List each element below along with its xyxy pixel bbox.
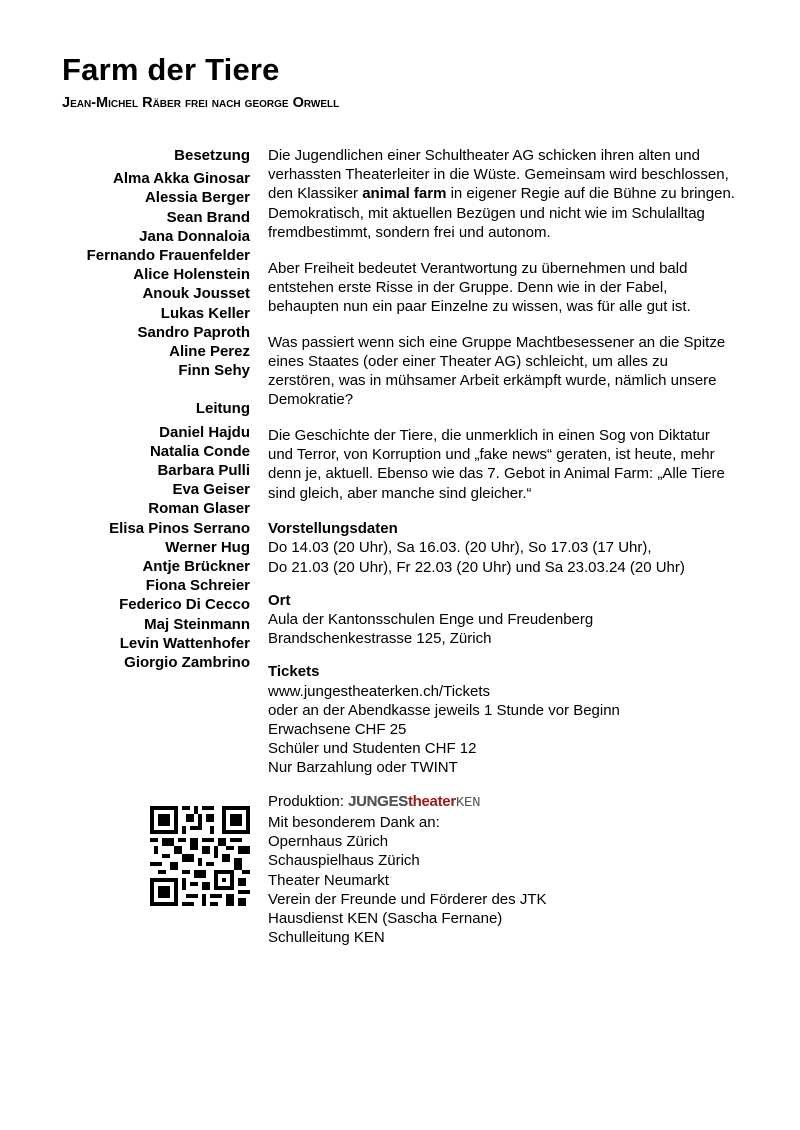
production-block: [268, 792, 738, 948]
production-label: Produktion:: [268, 792, 344, 810]
description-paragraph: Was passiert wenn sich eine Gruppe Machtbesessener an die Spitze eines Staates (oder einer Theater AG) schleicht, um alles zu zerstören, was in mühsamer Arbeit erkämpft wurde, nämlich unsere Demokratie?: [268, 333, 726, 409]
thanks-line: Opernhaus Zürich: [268, 833, 389, 851]
tickets-lines: [268, 682, 738, 778]
crew-member: Werner Hug: [165, 538, 250, 556]
date-line: Do 21.03 (20 Uhr), Fr 22.03 (20 Uhr) und Sa 23.03.24 (20 Uhr): [268, 558, 685, 576]
main-column: [268, 146, 738, 961]
venue-line: Aula der Kantonsschulen Enge und Freudenberg: [268, 611, 594, 629]
cast-member: Sean Brand: [166, 208, 250, 226]
crew-member: Levin Wattenhofer: [119, 634, 250, 652]
thanks-line: Schauspielhaus Zürich: [268, 852, 420, 870]
crew-member: Natalia Conde: [149, 442, 250, 460]
crew-member: Maj Steinmann: [144, 615, 250, 633]
thanks-line: Schulleitung KEN: [268, 929, 385, 947]
production-line: [268, 792, 738, 813]
crew-member: Roman Glaser: [148, 500, 250, 518]
theater-logo: JUNGEStheaterKEN: [348, 792, 481, 811]
description-paragraph: Die Jugendlichen einer Schultheater AG schicken ihren alten und verhassten Theaterleiter in die Wüste. Gemeinsam wird beschlossen, den Klassiker animal farm in eigener Regie auf die Bühne zu bringen. Demokratisch, mit aktuellen Bezügen und nicht wie im Schulalltag fremdbestimmt, sondern frei und autonom.: [268, 147, 735, 241]
tickets-url-link[interactable]: www.jungestheaterken.ch/Tickets: [268, 682, 491, 700]
description-paragraph: Die Geschichte der Tiere, die unmerklich in einen Sog von Diktatur und Terror, von Korruption und „fake news“ geraten, ist heute, mehr denn je, aktuell. Ebenso wie das 7. Gebot in Animal Farm: „Alle Tiere sind gleich, aber manche sind gleicher.“: [268, 426, 725, 502]
cast-member: Sandro Paproth: [137, 323, 250, 341]
cast-member: Alma Akka Ginosar: [113, 170, 250, 188]
tickets-line: Schüler und Studenten CHF 12: [268, 740, 477, 758]
crew-member: Daniel Hajdu: [159, 423, 250, 441]
thanks-line: Mit besonderem Dank an:: [268, 813, 440, 831]
crew-member: Giorgio Zambrino: [124, 654, 250, 672]
crew-member: Eva Geiser: [172, 481, 250, 499]
dates-lines: [268, 538, 738, 576]
tickets-line: Nur Barzahlung oder TWINT: [268, 759, 458, 777]
qr-code[interactable]: [150, 806, 250, 906]
crew-member: Elisa Pinos Serrano: [109, 519, 250, 537]
crew-member: Fiona Schreier: [145, 577, 250, 595]
cast-list: [87, 169, 250, 380]
cast-member: Jana Donnaloia: [139, 227, 250, 245]
cast-member: Anouk Jousset: [142, 285, 250, 303]
crew-member: Barbara Pulli: [157, 462, 250, 480]
crew-heading: Leitung: [195, 400, 250, 418]
tickets-line: oder an der Abendkasse jeweils 1 Stunde vor Beginn: [268, 701, 620, 719]
venue-line: Brandschenkestrasse 125, Zürich: [268, 630, 492, 648]
crew-list: [87, 423, 250, 673]
dates-heading: Vorstellungsdaten: [268, 520, 398, 538]
thanks-line: Hausdienst KEN (Sascha Fernane): [268, 909, 503, 927]
thanks-line: Theater Neumarkt: [268, 871, 389, 889]
cast-member: Aline Perez: [169, 343, 250, 361]
page-subtitle: Jean-Michel Räber frei nach george Orwell: [62, 95, 340, 111]
cast-member: Fernando Frauenfelder: [86, 247, 250, 265]
date-line: Do 14.03 (20 Uhr), Sa 16.03. (20 Uhr), So 17.03 (17 Uhr),: [268, 539, 652, 557]
credits-column: [87, 146, 250, 672]
tickets-heading: Tickets: [268, 663, 320, 681]
crew-member: Antje Brückner: [142, 558, 250, 576]
cast-member: Lukas Keller: [160, 304, 250, 322]
page-title: Farm der Tiere: [62, 52, 280, 87]
description-paragraph: Aber Freiheit bedeutet Verantwortung zu übernehmen und bald entstehen erste Risse in der Gruppe. Denn wie in der Fabel, behaupten nun ein paar Einzelne zu wissen, was für alle gut ist.: [268, 259, 691, 315]
cast-member: Finn Sehy: [178, 362, 250, 380]
cast-member: Alessia Berger: [144, 189, 250, 207]
cast-member: Alice Holenstein: [133, 266, 250, 284]
tickets-line: Erwachsene CHF 25: [268, 721, 407, 739]
cast-heading: Besetzung: [174, 147, 250, 164]
play-title-bold: animal farm: [362, 185, 447, 203]
venue-lines: [268, 610, 738, 648]
crew-member: Federico Di Cecco: [119, 596, 250, 614]
thanks-line: Verein der Freunde und Förderer des JTK: [268, 890, 547, 908]
venue-heading: Ort: [268, 591, 291, 609]
